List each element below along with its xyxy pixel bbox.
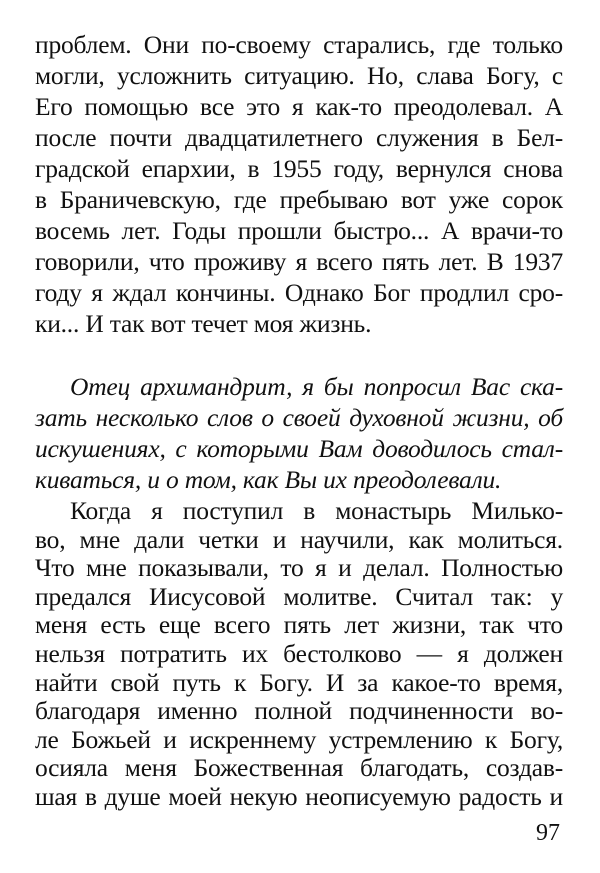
text-line: в Браничевскую, где пребываю вот уже сорок [35, 185, 563, 214]
text-line: Когда я поступил в монастырь Милько- [70, 496, 563, 525]
text-line: Что мне показывали, то я и делал. Полностью [35, 553, 563, 583]
text-line: году я ждал кончины. Однако Бог продлил сро- [35, 278, 563, 307]
text-line: во, мне дали четки и научили, как молиться. [35, 524, 563, 554]
page-number: 97 [536, 820, 560, 846]
text-line: восемь лет. Годы прошли быстро... А врачи-то [35, 216, 563, 245]
text-line: проблем. Они по-своему старались, где только [35, 30, 563, 59]
text-line: градской епархии, в 1955 году, вернулся снова [35, 154, 563, 183]
text-line: Его помощью все это я как-то преодолевал. А [35, 92, 563, 121]
text-line: найти свой путь к Богу. И за какое-то время, [35, 667, 563, 697]
text-line: шая в душе моей некую неописуемую радость и [35, 782, 563, 811]
text-line: предался Иисусовой молитве. Считал так: у [35, 581, 563, 611]
text-line: нельзя потратить их бестолково — я должен [35, 639, 563, 668]
text-line: осияла меня Божественная благодать, создав- [35, 753, 563, 783]
text-line: ки... И так вот течет моя жизнь. [35, 309, 372, 338]
text-line: могли, усложнить ситуацию. Но, слава Богу, с [35, 61, 563, 90]
question-line: Отец архимандрит, я бы попросил Вас ска- [70, 372, 563, 401]
question-line: зать несколько слов о своей духовной жизни, об [35, 403, 563, 432]
text-line: ле Божьей и искреннему устремлению к Богу, [35, 724, 563, 754]
text-line: меня есть еще всего пять лет жизни, так что [35, 610, 563, 640]
text-line: после почти двадцатилетнего служения в Бел- [35, 123, 563, 152]
text-line: благодаря именно полной подчиненности во- [35, 696, 563, 726]
text-line: говорили, что проживу я всего пять лет. В 1937 [35, 247, 563, 276]
question-line: искушениях, с которыми Вам доводилось стал- [35, 434, 563, 463]
question-line: киваться, и о том, как Вы их преодолевали. [35, 465, 502, 494]
